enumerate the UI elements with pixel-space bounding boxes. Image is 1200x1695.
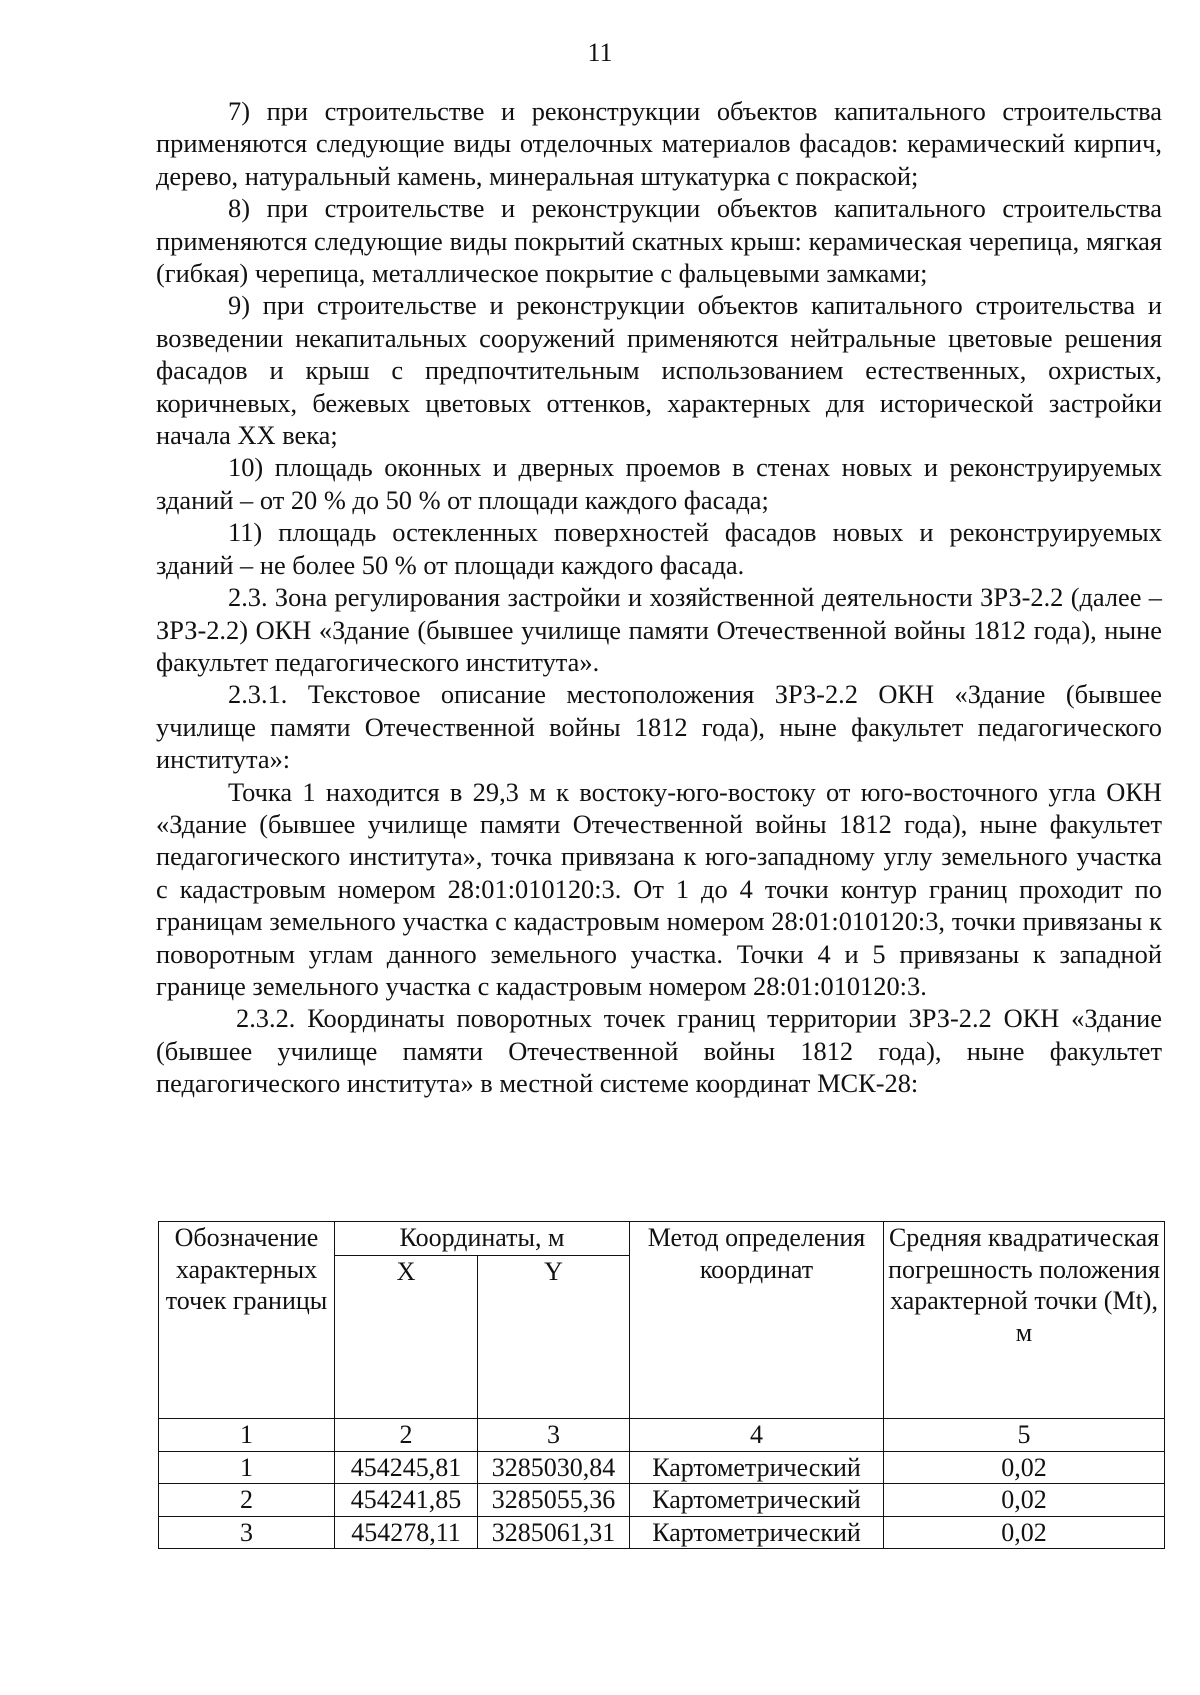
x-cell: 454278,11: [335, 1516, 478, 1549]
paragraph-item-10: 10) площадь оконных и дверных проемов в стенах новых и реконструируемых зданий – от 20 % до 50 % от площади каждого фасада;: [156, 452, 1162, 515]
section-heading-2-3-2: 2.3.2. Координаты поворотных точек границ территории ЗРЗ-2.2 ОКН «Здание (бывшее училище памяти Отечественной войны 1812 года), ныне факультет педагогического института» в местной системе координат МСК-28:: [156, 1003, 1162, 1099]
method-cell: Картометрический: [630, 1516, 884, 1549]
point-cell: 2: [159, 1484, 335, 1517]
method-cell: Картометрический: [630, 1451, 884, 1484]
y-cell: 3285030,84: [478, 1451, 630, 1484]
section-heading-2-3-1: 2.3.1. Текстовое описание местоположения ЗРЗ-2.2 ОКН «Здание (бывшее училище памяти Отечественной войны 1812 года), ныне факультет педагогического института»:: [156, 679, 1162, 775]
page-number: 11: [587, 38, 613, 67]
error-cell: 0,02: [884, 1484, 1165, 1517]
header-error: Средняя квадратическая погрешность положения характерной точки (Mt), м: [884, 1222, 1165, 1419]
numbering-cell: 1: [159, 1419, 335, 1452]
numbering-cell: 4: [630, 1419, 884, 1452]
y-cell: 3285055,36: [478, 1484, 630, 1517]
error-cell: 0,02: [884, 1516, 1165, 1549]
point-cell: 3: [159, 1516, 335, 1549]
table-row: [159, 1484, 1165, 1517]
point-cell: 1: [159, 1451, 335, 1484]
paragraph-item-7: 7) при строительстве и реконструкции объектов капитального строительства применяются следующие виды отделочных материалов фасадов: керамический кирпич, дерево, натуральный камень, минеральная штукатурка с покраской;: [156, 96, 1162, 191]
section-heading-2-3: 2.3. Зона регулирования застройки и хозяйственной деятельности ЗРЗ-2.2 (далее – ЗРЗ-2.2) ОКН «Здание (бывшее училище памяти Отечественной войны 1812 года), ныне факультет педагогического института».: [156, 582, 1162, 677]
coordinates-table: [158, 1221, 1165, 1549]
y-cell: 3285061,31: [478, 1516, 630, 1549]
table-numbering-row: [159, 1419, 1165, 1452]
table-row: [159, 1451, 1165, 1484]
body-text: [156, 95, 1162, 1100]
header-point-designation: Обозначение характерных точек границы: [159, 1222, 335, 1419]
method-cell: Картометрический: [630, 1484, 884, 1517]
x-cell: 454241,85: [335, 1484, 478, 1517]
paragraph-item-9: 9) при строительстве и реконструкции объектов капитального строительства и возведении некапитальных сооружений применяются нейтральные цветовые решения фасадов и крыш с предпочтительным использованием естественных, охристых, коричневых, бежевых цветовых оттенков, характерных для исторической застройки начала XX века;: [156, 290, 1162, 451]
location-description: Точка 1 находится в 29,3 м к востоку-юго-востоку от юго-восточного угла ОКН «Здание (бывшее училище памяти Отечественной войны 1812 года), ныне факультет педагогического института», точка привязана к юго-западному углу земельного участка с кадастровым номером 28:01:010120:3. От 1 до 4 точки контур границ проходит по границам земельного участка с кадастровым номером 28:01:010120:3, точки привязаны к поворотным углам данного земельного участка. Точки 4 и 5 привязаны к западной границе земельного участка с кадастровым номером 28:01:010120:3.: [156, 776, 1162, 1001]
numbering-cell: 3: [478, 1419, 630, 1452]
numbering-cell: 2: [335, 1419, 478, 1452]
table-header-row: [159, 1222, 1165, 1256]
numbering-cell: 5: [884, 1419, 1165, 1452]
paragraph-item-8: 8) при строительстве и реконструкции объектов капитального строительства применяются следующие виды покрытий скатных крыш: керамическая черепица, мягкая (гибкая) черепица, металлическое покрытие с фальцевыми замками;: [156, 193, 1162, 289]
header-method: Метод определения координат: [630, 1222, 884, 1419]
coordinates-table-wrapper: [158, 1221, 1164, 1549]
error-cell: 0,02: [884, 1451, 1165, 1484]
paragraph-item-11: 11) площадь остекленных поверхностей фасадов новых и реконструируемых зданий – не более 50 % от площади каждого фасада.: [156, 517, 1162, 580]
x-cell: 454245,81: [335, 1451, 478, 1484]
table-row: [159, 1516, 1165, 1549]
header-x: X: [335, 1256, 478, 1419]
header-coordinates: Координаты, м: [335, 1222, 630, 1256]
header-y: Y: [478, 1256, 630, 1419]
